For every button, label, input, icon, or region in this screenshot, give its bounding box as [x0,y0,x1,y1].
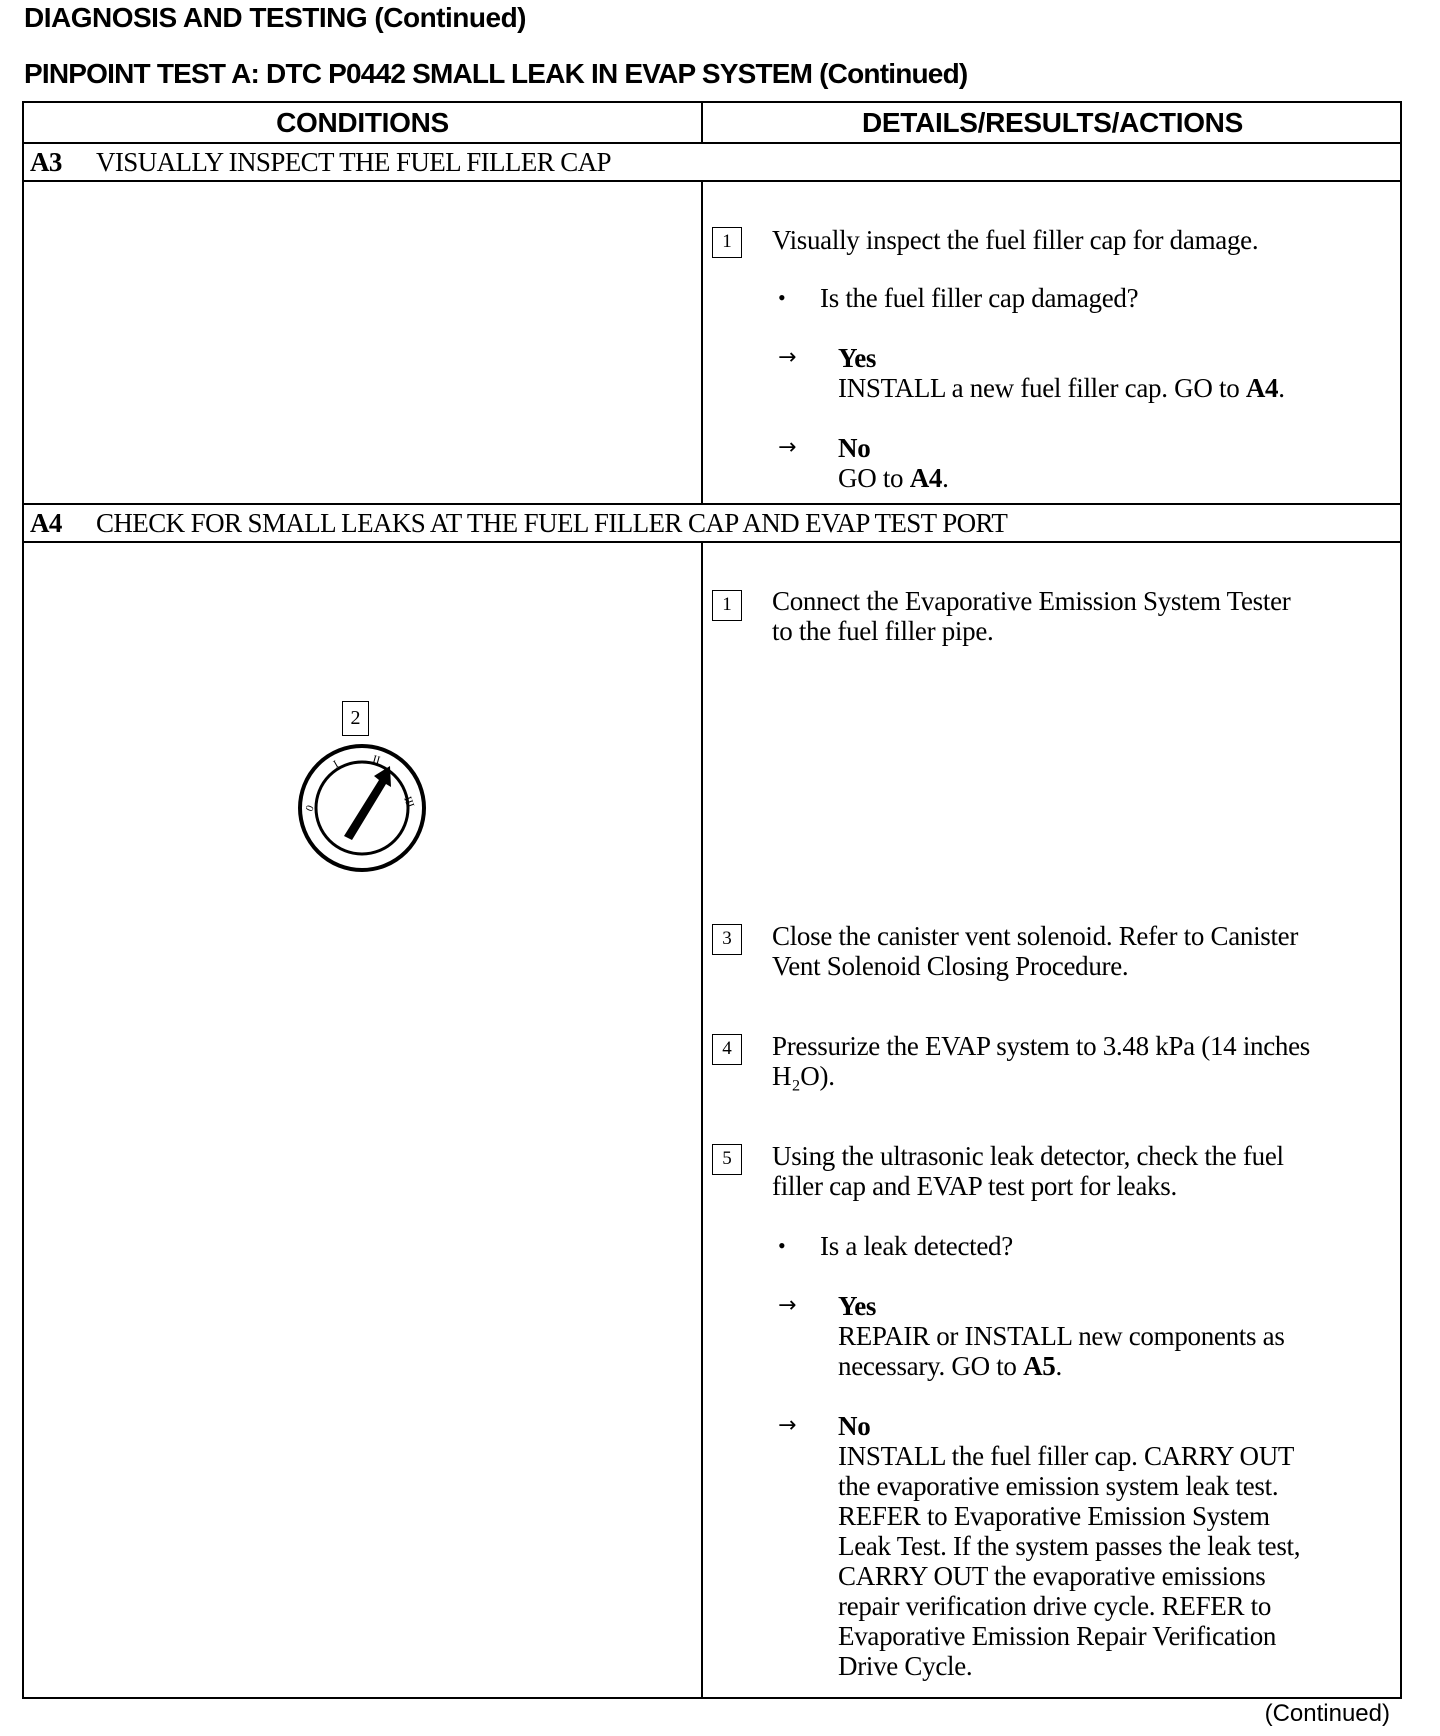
column-divider [701,103,703,144]
step-number-box: 5 [712,1144,742,1175]
step-instruction: Using the ultrasonic leak detector, check the fuel filler cap and EVAP test port for leaks. [772,1141,1284,1201]
step-number-box: 1 [712,227,742,258]
bullet-icon: • [778,285,786,310]
answer-label: Yes [838,343,877,373]
step-id: A4 [30,508,62,538]
answer-yes: Yes INSTALL a new fuel filler cap. GO to A4. [838,343,1285,403]
continued-footer: (Continued) [1264,1700,1390,1727]
step-header-a4 [30,504,1007,542]
switch-mark: II [371,753,382,767]
answer-label: No [838,433,871,463]
answer-label: No [838,1411,871,1441]
step-header-a3 [30,143,611,181]
step-reference: A4 [909,463,943,493]
arrow-right-icon: → [778,1293,797,1318]
step-id: A3 [30,147,62,177]
step-reference: A4 [1245,373,1279,403]
figure-callout: 2 [342,701,369,736]
step-reference: A5 [1023,1351,1056,1381]
pinpoint-test-table [22,101,1402,1699]
page-title: DIAGNOSIS AND TESTING (Continued) [24,2,526,33]
switch-mark: I [331,758,341,771]
step-title: VISUALLY INSPECT THE FUEL FILLER CAP [96,147,611,177]
arrow-right-icon: → [778,435,797,460]
ignition-switch-icon [292,738,432,878]
question-text: Is a leak detected? [820,1231,1013,1261]
column-header-conditions: CONDITIONS [276,107,449,138]
answer-no: No INSTALL the fuel filler cap. CARRY OUT the evaporative emission system leak test. REFER to Evaporative Emission System Leak Test. If the system passes the leak test, CARRY OUT the evaporative emissions repair verification drive cycle. REFER to Evaporative Emission Repair Verification Drive Cycle. [838,1411,1301,1681]
step-number-box: 1 [712,590,742,621]
answer-label: Yes [838,1291,877,1321]
switch-mark: 0 [303,803,317,814]
step-instruction: Pressurize the EVAP system to 3.48 kPa (14 inches H₂O). [772,1031,1310,1091]
answer-no: No GO to A4. [838,433,949,493]
column-divider [701,543,703,1699]
column-divider [701,182,703,505]
step-number-box: 4 [712,1034,742,1065]
pinpoint-test-title: PINPOINT TEST A: DTC P0442 SMALL LEAK IN EVAP SYSTEM (Continued) [24,58,968,89]
column-header-details: DETAILS/RESULTS/ACTIONS [862,107,1243,138]
step-number-box: 3 [712,924,742,955]
answer-action: GO to [838,463,910,493]
step-instruction: Visually inspect the fuel filler cap for damage. [772,225,1259,255]
switch-mark: III [401,794,417,810]
step-instruction: Close the canister vent solenoid. Refer to Canister Vent Solenoid Closing Procedure. [772,921,1299,981]
step-instruction: Connect the Evaporative Emission System Tester to the fuel filler pipe. [772,586,1291,646]
answer-yes: Yes REPAIR or INSTALL new components as necessary. GO to A5. [838,1291,1285,1381]
question-text: Is the fuel filler cap damaged? [820,283,1139,313]
bullet-icon: • [778,1233,786,1258]
arrow-right-icon: → [778,1413,797,1438]
step-title: CHECK FOR SMALL LEAKS AT THE FUEL FILLER CAP AND EVAP TEST PORT [96,508,1008,538]
arrow-right-icon: → [778,345,797,370]
answer-action: INSTALL a new fuel filler cap. GO to [838,373,1246,403]
